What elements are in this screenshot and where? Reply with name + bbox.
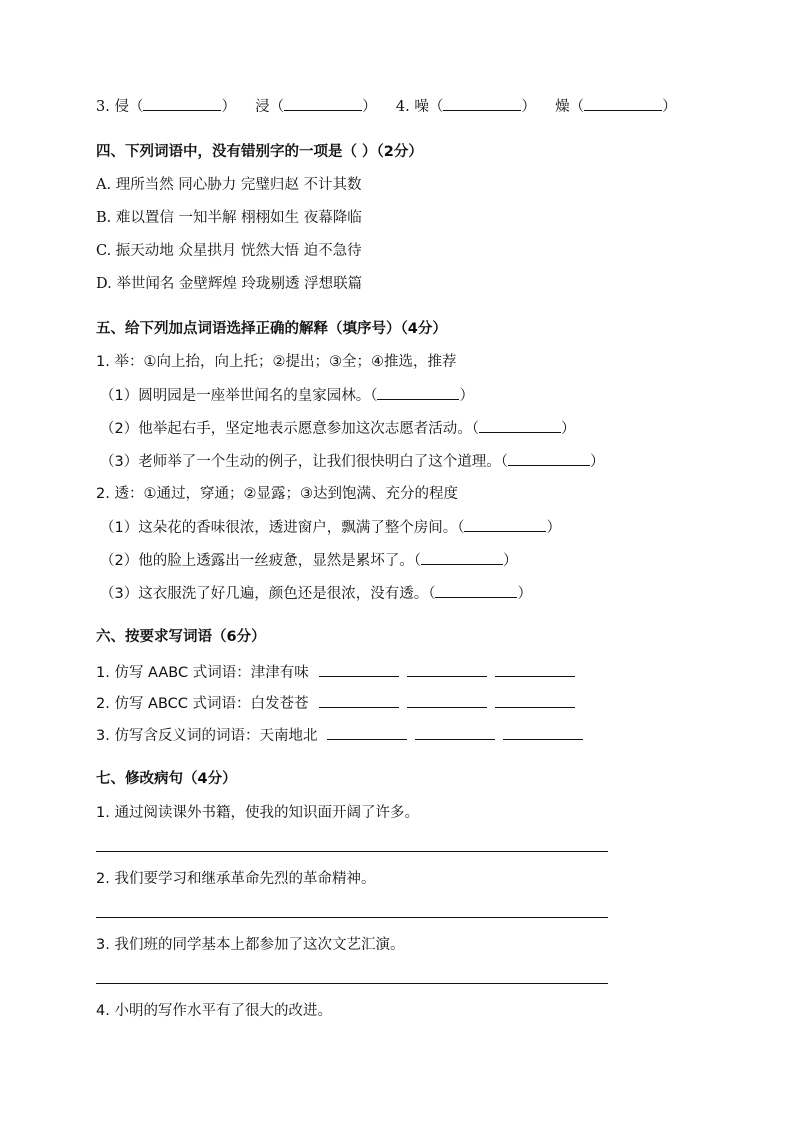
- sentence-item: （1）圆明园是一座举世闻名的皇家园林。（ ）: [100, 385, 474, 406]
- answer-blank[interactable]: [495, 662, 575, 677]
- answer-blank[interactable]: [503, 725, 583, 740]
- faulty-sentence: 1. 通过阅读课外书籍，使我的知识面开阔了许多。: [96, 805, 419, 821]
- answer-blank[interactable]: [495, 693, 575, 708]
- word-task: 3. 仿写含反义词的词语：天南地北: [96, 725, 583, 746]
- answer-blank[interactable]: [319, 662, 399, 677]
- section-4-title: 四、下列词语中，没有错别字的一项是（ ）（2分）: [96, 144, 423, 160]
- answer-blank[interactable]: [143, 96, 221, 111]
- faulty-sentence: 4. 小明的写作水平有了很大的改进。: [96, 1003, 332, 1019]
- word-task: 1. 仿写 AABC 式词语：津津有味: [96, 662, 575, 683]
- answer-blank[interactable]: [584, 96, 662, 111]
- answer-blank[interactable]: [319, 693, 399, 708]
- answer-blank[interactable]: [415, 725, 495, 740]
- section-6-title: 六、按要求写词语（6分）: [96, 629, 266, 645]
- answer-blank[interactable]: [508, 451, 590, 466]
- item-number-3: 3.: [96, 99, 110, 115]
- sentence-item: （3）老师举了一个生动的例子，让我们很快明白了这个道理。（ ）: [100, 451, 604, 472]
- faulty-sentence: 3. 我们班的同学基本上都参加了这次文艺汇演。: [96, 937, 405, 953]
- option-b: B. 难以置信 一知半解 栩栩如生 夜幕降临: [96, 210, 362, 226]
- answer-line[interactable]: [96, 851, 608, 852]
- char-zao: 噪: [414, 99, 429, 115]
- answer-blank[interactable]: [407, 693, 487, 708]
- sentence-item: （1）这朵花的香味很浓，透进窗户，飘满了整个房间。（ ）: [100, 517, 561, 538]
- answer-blank[interactable]: [327, 725, 407, 740]
- sentence-item: （3）这衣服洗了好几遍，颜色还是很浓，没有透。（ ）: [100, 583, 532, 604]
- sentence-item: （2）他举起右手，坚定地表示愿意参加这次志愿者活动。（ ）: [100, 418, 575, 439]
- answer-blank[interactable]: [377, 385, 459, 400]
- option-a: A. 理所当然 同心胁力 完璧归赵 不计其数: [96, 177, 362, 193]
- sentence-item: （2）他的脸上透露出一丝疲惫，显然是累坏了。（ ）: [100, 550, 517, 571]
- answer-blank[interactable]: [421, 550, 503, 565]
- char-zao-dry: 燥: [555, 99, 570, 115]
- answer-line[interactable]: [96, 917, 608, 918]
- item-number-4: 4.: [395, 99, 410, 115]
- word-task: 2. 仿写 ABCC 式词语：白发苍苍: [96, 693, 575, 714]
- faulty-sentence: 2. 我们要学习和继承革命先烈的革命精神。: [96, 871, 376, 887]
- section-7-title: 七、修改病句（4分）: [96, 771, 237, 787]
- answer-blank[interactable]: [435, 583, 517, 598]
- homophone-row: 3. 侵（ ） 浸（ ） 4. 噪（ ） 燥（ ）: [96, 96, 677, 117]
- answer-blank[interactable]: [479, 418, 561, 433]
- answer-blank[interactable]: [284, 96, 362, 111]
- answer-blank[interactable]: [443, 96, 521, 111]
- option-c: C. 振天动地 众星拱月 恍然大悟 迫不急待: [96, 243, 362, 259]
- char-qin: 侵: [114, 99, 129, 115]
- option-d: D. 举世闻名 金壁辉煌 玲珑剔透 浮想联篇: [96, 276, 363, 292]
- group-2-definition: 2. 透：①通过，穿通；②显露；③达到饱满、充分的程度: [96, 486, 458, 502]
- answer-blank[interactable]: [407, 662, 487, 677]
- answer-blank[interactable]: [464, 517, 546, 532]
- group-1-definition: 1. 举：①向上抬，向上托；②提出；③全；④推选，推荐: [96, 354, 457, 370]
- section-5-title: 五、给下列加点词语选择正确的解释（填序号）（4分）: [96, 321, 447, 337]
- answer-line[interactable]: [96, 983, 608, 984]
- char-jin: 浸: [255, 99, 270, 115]
